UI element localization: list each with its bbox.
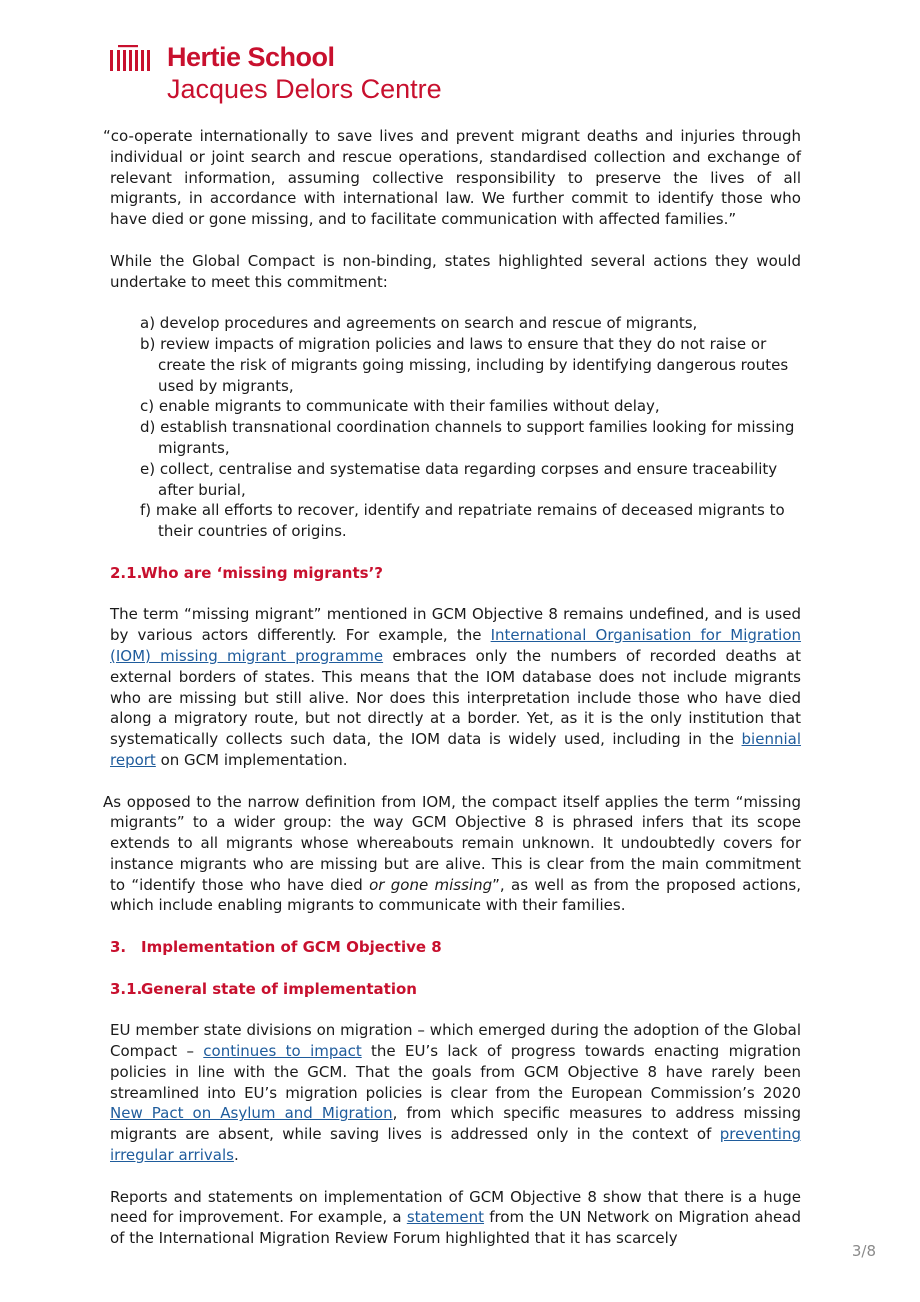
actions-list — [140, 313, 801, 542]
list-item: c) enable migrants to communicate with their families without delay, — [140, 397, 660, 416]
section-heading-3-1: 3.1.General state of implementation — [110, 979, 417, 998]
iom-programme-link[interactable]: International Organisation for Migration (IOM) missing migrant programme — [110, 626, 802, 665]
preventing-irregular-arrivals-link[interactable]: preventing irregular arrivals — [110, 1125, 801, 1165]
paragraph-missing-migrant-definition: The term “missing migrant” mentioned in GCM Objective 8 remains undefined, and is used by various actors differently. For example, the International Organisation for Migration (IOM) missing migrant programme embraces only the numbers of recorded deaths at external borders of states. This means that the IOM database does not include migrants who are missing but still alive. Nor does this interpretation include those who have died along a migratory route, but not directly at a border. Yet, as it is the only institution that systematically collects such data, the IOM data is widely used, including in the biennial report on GCM implementation. — [110, 605, 802, 769]
list-item: f) make all efforts to recover, identify and repatriate remains of deceased migrants to their countries of origins. — [140, 501, 785, 541]
section-heading-2-1: 2.1.Who are ‘missing migrants’? — [110, 563, 383, 582]
section-heading-3: 3. Implementation of GCM Objective 8 — [110, 938, 442, 957]
document-body — [103, 126, 802, 1270]
un-network-statement-link[interactable]: statement — [406, 1208, 485, 1227]
new-pact-link[interactable]: New Pact on Asylum and Migration — [110, 1104, 393, 1123]
biennial-report-link[interactable]: biennial report — [110, 730, 801, 769]
list-item: d) establish transnational coordination channels to support families looking for missing migrants, — [140, 418, 795, 457]
list-item: b) review impacts of migration policies and laws to ensure that they do not raise or create the risk of migrants going missing, including by identifying dangerous routes used by migrants, — [140, 334, 789, 395]
continues-to-impact-link[interactable]: continues to impact — [203, 1042, 362, 1061]
logo-centre-name: Jacques Delors Centre — [167, 74, 442, 104]
paragraph-reports-statements: Reports and statements on implementation of GCM Objective 8 show that there is a huge need for improvement. For example, a statement from the UN Network on Migration ahead of the International Migration Review Forum highlighted that it has scarcely — [110, 1187, 801, 1248]
intro-paragraph: While the Global Compact is non-binding, states highlighted several actions they would undertake to meet this commitment: — [110, 251, 801, 291]
list-item: e) collect, centralise and systematise data regarding corpses and ensure traceability after burial, — [140, 459, 778, 499]
paragraph-compact-scope: As opposed to the narrow definition from IOM, the compact itself applies the term “missing migrants” to a wider group: the way GCM Objective 8 is phrased infers that its scope extends to all migrants whose whereabouts remain unknown. It undoubtedly covers for instance migrants who are missing but are alive. This is clear from the main commitment to “identify those who have died or gone missing”, as well as from the proposed actions, which include enabling migrants to communicate with their families. — [103, 792, 802, 915]
list-item: a) develop procedures and agreements on search and rescue of migrants, — [140, 314, 698, 333]
logo-institution-name: Hertie School — [167, 42, 335, 72]
page-number: 3/8 — [851, 1242, 876, 1260]
hertie-logo-mark-icon — [110, 45, 154, 71]
paragraph-eu-divisions: EU member state divisions on migration – which emerged during the adoption of the Global Compact – continues to impact the EU’s lack of progress towards enacting migration policies in line with the GCM. That the goals from GCM Objective 8 have rarely been streamlined into EU’s migration policies is clear from the European Commission’s 2020 New Pact on Asylum and Migration, from which specific measures to address missing migrants are absent, while saving lives is addressed only in the context of preventing irregular arrivals. — [110, 1021, 801, 1165]
gcm-quote: “co-operate internationally to save lives and prevent migrant deaths and injuries through individual or joint search and rescue operations, standardised collection and exchange of relevant information, assuming collective responsibility to preserve the lives of all migrants, in accordance with international law. We further commit to identify those who have died or gone missing, and to facilitate communication with affected families.” — [103, 127, 801, 229]
